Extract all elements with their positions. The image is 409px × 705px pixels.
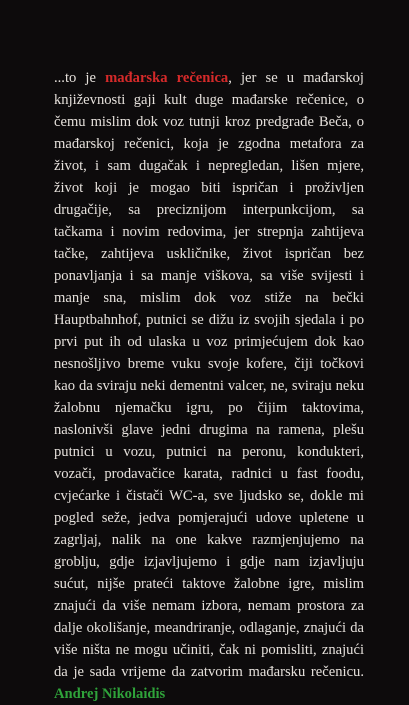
- blurb-paragraph: [54, 67, 364, 705]
- blurb-body: , jer se u mađarskoj književnosti gaji kult duge mađarske rečenice, o čemu mislim dok voz tutnji kroz predgrađe Beča, o mađarskoj rečenici, koja je zgodna metafora za život, i sam dugačak i nepregledan, lišen mjere, život koji je mogao biti ispričan i proživljen drugačije, sa preciznijom interpunkcijom, sa tačkama i novim redovima, jer strepnja zahtijeva tačke, zahtijeva uskličnike, život ispričan bez ponavljanja i sa manje viškova, sa više svijesti i manje sna, mislim dok voz stiže na bečki Hauptbahnhof, putnici se dižu iz svojih sjedala i po prvi put ih od ulaska u voz primjećujem dok kao nesnošljivo breme vuku svoje kofere, čiji točkovi kao da sviraju neki dementni valcer, ne, sviraju neku žalobnu njemačku igru, po čijim taktovima, naslonivši glave jedni drugima na ramena, plešu putnici u vozu, putnici na peronu, kondukteri, vozači, prodavačice karata, radnici u fast foodu, cvjećarke i čistači WC-a, sve ljudsko se, dokle mi pogled seže, jedva pomjerajući udove upletene u zagrljaj, nalik na one kakve razmjenjujemo na groblju, gdje izjavljujemo i gdje nam izjavljuju sućut, nijše prateći taktove žalobne igre, mislim znajući da više nemam izbora, nemam prostora za dalje okolišanje, meandriranje, odlaganje, znajući da više ništa ne mogu učiniti, čak ni pomisliti, znajući da je sada vrijeme da zatvorim mađarsku rečenicu.: [54, 69, 364, 680]
- author-name: Andrej Nikolaidis: [54, 685, 166, 702]
- blurb-highlight: mađarska rečenica: [105, 69, 229, 86]
- blurb-lead: ...to je: [54, 69, 106, 86]
